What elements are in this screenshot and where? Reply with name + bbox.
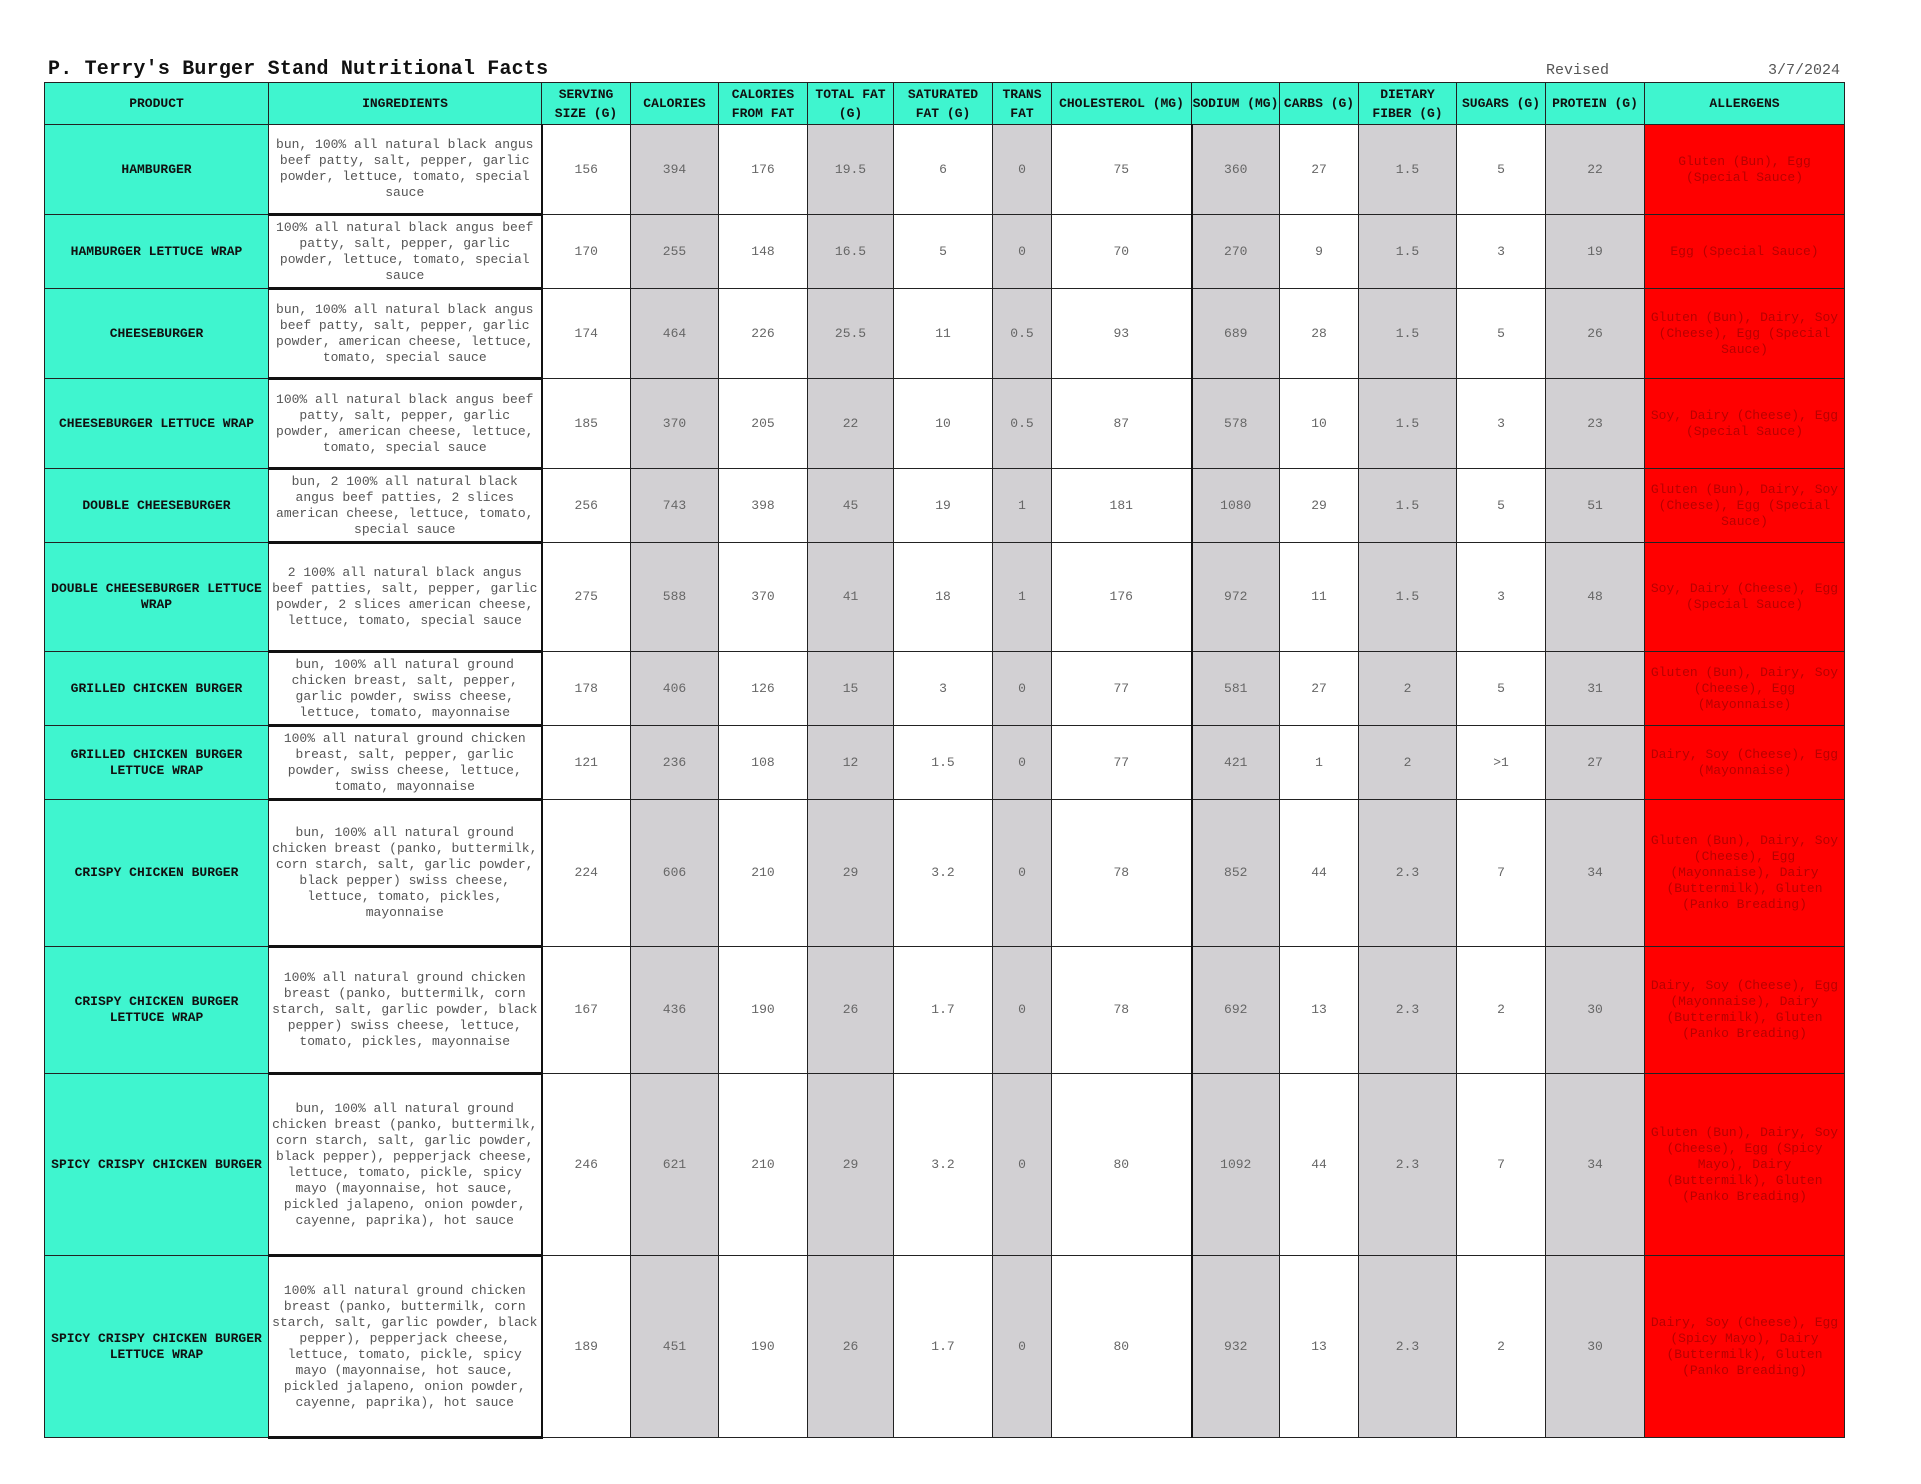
dietary-fiber-cell: 2.3	[1359, 800, 1457, 947]
dietary-fiber-cell: 1.5	[1359, 469, 1457, 543]
allergens-cell: Soy, Dairy (Cheese), Egg (Special Sauce)	[1645, 543, 1845, 652]
product-cell: GRILLED CHICKEN BURGER LETTUCE WRAP	[45, 726, 269, 800]
saturated-fat-cell: 19	[894, 469, 993, 543]
cholesterol-cell: 176	[1052, 543, 1192, 652]
carbs-cell: 44	[1280, 800, 1359, 947]
calories-cell: 451	[631, 1256, 719, 1438]
dietary-fiber-cell: 1.5	[1359, 379, 1457, 469]
cholesterol-cell: 78	[1052, 800, 1192, 947]
sugars-cell: 2	[1457, 1256, 1546, 1438]
carbs-cell: 27	[1280, 652, 1359, 726]
product-cell: DOUBLE CHEESEBURGER LETTUCE WRAP	[45, 543, 269, 652]
calories-cell: 436	[631, 947, 719, 1074]
trans-fat-cell: 0	[993, 215, 1052, 289]
carbs-cell: 11	[1280, 543, 1359, 652]
carbs-cell: 13	[1280, 947, 1359, 1074]
carbs-cell: 29	[1280, 469, 1359, 543]
ingredients-cell: bun, 100% all natural black angus beef patty, salt, pepper, garlic powder, american cheese, lettuce, tomato, special sauce	[269, 289, 542, 379]
protein-cell: 48	[1546, 543, 1645, 652]
saturated-fat-cell: 18	[894, 543, 993, 652]
dietary-fiber-cell: 2.3	[1359, 1074, 1457, 1256]
ingredients-cell: 2 100% all natural black angus beef patties, salt, pepper, garlic powder, 2 slices american cheese, lettuce, tomato, special sauce	[269, 543, 542, 652]
col-header-dietary-fiber: DIETARY FIBER (G)	[1359, 83, 1457, 125]
saturated-fat-cell: 10	[894, 379, 993, 469]
allergens-cell: Dairy, Soy (Cheese), Egg (Mayonnaise), Dairy (Buttermilk), Gluten (Panko Breading)	[1645, 947, 1845, 1074]
calories-cell: 255	[631, 215, 719, 289]
saturated-fat-cell: 3.2	[894, 800, 993, 947]
col-header-cholesterol: CHOLESTEROL (MG)	[1052, 83, 1192, 125]
ingredients-cell: bun, 2 100% all natural black angus beef patties, 2 slices american cheese, lettuce, tomato, special sauce	[269, 469, 542, 543]
total-fat-cell: 15	[808, 652, 894, 726]
serving-size-cell: 121	[542, 726, 631, 800]
serving-size-cell: 178	[542, 652, 631, 726]
total-fat-cell: 19.5	[808, 125, 894, 215]
sodium-cell: 270	[1192, 215, 1280, 289]
saturated-fat-cell: 1.7	[894, 1256, 993, 1438]
trans-fat-cell: 0	[993, 1074, 1052, 1256]
sodium-cell: 692	[1192, 947, 1280, 1074]
serving-size-cell: 167	[542, 947, 631, 1074]
product-cell: HAMBURGER	[45, 125, 269, 215]
product-cell: CRISPY CHICKEN BURGER	[45, 800, 269, 947]
saturated-fat-cell: 1.7	[894, 947, 993, 1074]
saturated-fat-cell: 6	[894, 125, 993, 215]
sugars-cell: 3	[1457, 543, 1546, 652]
dietary-fiber-cell: 1.5	[1359, 289, 1457, 379]
trans-fat-cell: 0	[993, 1256, 1052, 1438]
table-row	[45, 947, 1845, 1074]
table-row	[45, 289, 1845, 379]
calories-cell: 406	[631, 652, 719, 726]
col-header-ingredients: INGREDIENTS	[269, 83, 542, 125]
carbs-cell: 44	[1280, 1074, 1359, 1256]
protein-cell: 31	[1546, 652, 1645, 726]
sugars-cell: 7	[1457, 1074, 1546, 1256]
allergens-cell: Gluten (Bun), Dairy, Soy (Cheese), Egg (Mayonnaise)	[1645, 652, 1845, 726]
sugars-cell: 7	[1457, 800, 1546, 947]
sodium-cell: 1092	[1192, 1074, 1280, 1256]
protein-cell: 27	[1546, 726, 1645, 800]
dietary-fiber-cell: 2	[1359, 652, 1457, 726]
sodium-cell: 581	[1192, 652, 1280, 726]
product-cell: DOUBLE CHEESEBURGER	[45, 469, 269, 543]
calories-cell: 606	[631, 800, 719, 947]
protein-cell: 23	[1546, 379, 1645, 469]
ingredients-cell: 100% all natural black angus beef patty, salt, pepper, garlic powder, american cheese, lettuce, tomato, special sauce	[269, 379, 542, 469]
cholesterol-cell: 80	[1052, 1256, 1192, 1438]
allergens-cell: Soy, Dairy (Cheese), Egg (Special Sauce)	[1645, 379, 1845, 469]
product-cell: CHEESEBURGER	[45, 289, 269, 379]
dietary-fiber-cell: 2.3	[1359, 1256, 1457, 1438]
allergens-cell: Gluten (Bun), Dairy, Soy (Cheese), Egg (Special Sauce)	[1645, 469, 1845, 543]
carbs-cell: 13	[1280, 1256, 1359, 1438]
saturated-fat-cell: 11	[894, 289, 993, 379]
protein-cell: 22	[1546, 125, 1645, 215]
ingredients-cell: bun, 100% all natural black angus beef patty, salt, pepper, garlic powder, lettuce, tomato, special sauce	[269, 125, 542, 215]
allergens-cell: Gluten (Bun), Dairy, Soy (Cheese), Egg (Mayonnaise), Dairy (Buttermilk), Gluten (Panko Breading)	[1645, 800, 1845, 947]
trans-fat-cell: 1	[993, 543, 1052, 652]
calories-from-fat-cell: 210	[719, 800, 808, 947]
carbs-cell: 1	[1280, 726, 1359, 800]
col-header-carbs: CARBS (G)	[1280, 83, 1359, 125]
total-fat-cell: 12	[808, 726, 894, 800]
carbs-cell: 28	[1280, 289, 1359, 379]
cholesterol-cell: 70	[1052, 215, 1192, 289]
table-row	[45, 215, 1845, 289]
cholesterol-cell: 93	[1052, 289, 1192, 379]
calories-from-fat-cell: 370	[719, 543, 808, 652]
protein-cell: 30	[1546, 947, 1645, 1074]
serving-size-cell: 170	[542, 215, 631, 289]
sugars-cell: 5	[1457, 289, 1546, 379]
col-header-allergens: ALLERGENS	[1645, 83, 1845, 125]
calories-from-fat-cell: 176	[719, 125, 808, 215]
table-row	[45, 543, 1845, 652]
product-cell: HAMBURGER LETTUCE WRAP	[45, 215, 269, 289]
calories-cell: 464	[631, 289, 719, 379]
allergens-cell: Dairy, Soy (Cheese), Egg (Mayonnaise)	[1645, 726, 1845, 800]
calories-cell: 743	[631, 469, 719, 543]
table-row	[45, 652, 1845, 726]
col-header-total-fat: TOTAL FAT (G)	[808, 83, 894, 125]
sugars-cell: 5	[1457, 652, 1546, 726]
sodium-cell: 360	[1192, 125, 1280, 215]
allergens-cell: Egg (Special Sauce)	[1645, 215, 1845, 289]
ingredients-cell: 100% all natural black angus beef patty, salt, pepper, garlic powder, lettuce, tomato, special sauce	[269, 215, 542, 289]
serving-size-cell: 156	[542, 125, 631, 215]
ingredients-cell: bun, 100% all natural ground chicken breast, salt, pepper, garlic powder, swiss cheese, lettuce, tomato, mayonnaise	[269, 652, 542, 726]
trans-fat-cell: 0	[993, 125, 1052, 215]
sodium-cell: 578	[1192, 379, 1280, 469]
carbs-cell: 27	[1280, 125, 1359, 215]
protein-cell: 26	[1546, 289, 1645, 379]
product-cell: CRISPY CHICKEN BURGER LETTUCE WRAP	[45, 947, 269, 1074]
product-cell: GRILLED CHICKEN BURGER	[45, 652, 269, 726]
calories-cell: 621	[631, 1074, 719, 1256]
total-fat-cell: 22	[808, 379, 894, 469]
sugars-cell: 2	[1457, 947, 1546, 1074]
trans-fat-cell: 0	[993, 726, 1052, 800]
product-cell: CHEESEBURGER LETTUCE WRAP	[45, 379, 269, 469]
serving-size-cell: 246	[542, 1074, 631, 1256]
sugars-cell: 5	[1457, 125, 1546, 215]
sugars-cell: 5	[1457, 469, 1546, 543]
allergens-cell: Gluten (Bun), Egg (Special Sauce)	[1645, 125, 1845, 215]
protein-cell: 34	[1546, 1074, 1645, 1256]
col-header-serving-size: SERVING SIZE (G)	[542, 83, 631, 125]
carbs-cell: 9	[1280, 215, 1359, 289]
dietary-fiber-cell: 2	[1359, 726, 1457, 800]
total-fat-cell: 29	[808, 800, 894, 947]
serving-size-cell: 174	[542, 289, 631, 379]
total-fat-cell: 41	[808, 543, 894, 652]
total-fat-cell: 26	[808, 1256, 894, 1438]
sodium-cell: 852	[1192, 800, 1280, 947]
sodium-cell: 972	[1192, 543, 1280, 652]
table-row	[45, 726, 1845, 800]
table-row	[45, 125, 1845, 215]
trans-fat-cell: 0.5	[993, 379, 1052, 469]
col-header-sugars: SUGARS (G)	[1457, 83, 1546, 125]
cholesterol-cell: 77	[1052, 726, 1192, 800]
ingredients-cell: 100% all natural ground chicken breast (panko, buttermilk, corn starch, salt, garlic powder, black pepper) swiss cheese, lettuce, tomato, pickles, mayonnaise	[269, 947, 542, 1074]
col-header-calories-from-fat: CALORIES FROM FAT	[719, 83, 808, 125]
calories-from-fat-cell: 210	[719, 1074, 808, 1256]
col-header-sodium: SODIUM (MG)	[1192, 83, 1280, 125]
trans-fat-cell: 0	[993, 652, 1052, 726]
serving-size-cell: 185	[542, 379, 631, 469]
total-fat-cell: 25.5	[808, 289, 894, 379]
protein-cell: 34	[1546, 800, 1645, 947]
calories-from-fat-cell: 205	[719, 379, 808, 469]
col-header-saturated-fat: SATURATED FAT (G)	[894, 83, 993, 125]
sugars-cell: 3	[1457, 215, 1546, 289]
serving-size-cell: 256	[542, 469, 631, 543]
dietary-fiber-cell: 1.5	[1359, 215, 1457, 289]
revision-date: 3/7/2024	[1767, 62, 1840, 79]
dietary-fiber-cell: 1.5	[1359, 543, 1457, 652]
calories-from-fat-cell: 226	[719, 289, 808, 379]
calories-from-fat-cell: 398	[719, 469, 808, 543]
calories-cell: 370	[631, 379, 719, 469]
saturated-fat-cell: 3	[894, 652, 993, 726]
total-fat-cell: 45	[808, 469, 894, 543]
product-cell: SPICY CRISPY CHICKEN BURGER	[45, 1074, 269, 1256]
calories-from-fat-cell: 190	[719, 1256, 808, 1438]
dietary-fiber-cell: 2.3	[1359, 947, 1457, 1074]
cholesterol-cell: 77	[1052, 652, 1192, 726]
serving-size-cell: 275	[542, 543, 631, 652]
calories-from-fat-cell: 148	[719, 215, 808, 289]
nutrition-table	[44, 82, 1845, 1439]
total-fat-cell: 26	[808, 947, 894, 1074]
page-title: P. Terry's Burger Stand Nutritional Facts	[48, 58, 549, 81]
table-row	[45, 379, 1845, 469]
dietary-fiber-cell: 1.5	[1359, 125, 1457, 215]
saturated-fat-cell: 3.2	[894, 1074, 993, 1256]
col-header-product: PRODUCT	[45, 83, 269, 125]
sodium-cell: 689	[1192, 289, 1280, 379]
protein-cell: 51	[1546, 469, 1645, 543]
calories-cell: 588	[631, 543, 719, 652]
calories-cell: 394	[631, 125, 719, 215]
col-header-trans-fat: TRANS FAT	[993, 83, 1052, 125]
cholesterol-cell: 78	[1052, 947, 1192, 1074]
calories-from-fat-cell: 190	[719, 947, 808, 1074]
allergens-cell: Gluten (Bun), Dairy, Soy (Cheese), Egg (Spicy Mayo), Dairy (Buttermilk), Gluten (Panko Breading)	[1645, 1074, 1845, 1256]
sodium-cell: 1080	[1192, 469, 1280, 543]
col-header-protein: PROTEIN (G)	[1546, 83, 1645, 125]
total-fat-cell: 16.5	[808, 215, 894, 289]
trans-fat-cell: 0	[993, 800, 1052, 947]
saturated-fat-cell: 5	[894, 215, 993, 289]
calories-from-fat-cell: 126	[719, 652, 808, 726]
table-row	[45, 800, 1845, 947]
table-row	[45, 1074, 1845, 1256]
total-fat-cell: 29	[808, 1074, 894, 1256]
serving-size-cell: 224	[542, 800, 631, 947]
sodium-cell: 421	[1192, 726, 1280, 800]
protein-cell: 30	[1546, 1256, 1645, 1438]
sugars-cell: >1	[1457, 726, 1546, 800]
ingredients-cell: 100% all natural ground chicken breast, salt, pepper, garlic powder, swiss cheese, lettuce, tomato, mayonnaise	[269, 726, 542, 800]
carbs-cell: 10	[1280, 379, 1359, 469]
ingredients-cell: bun, 100% all natural ground chicken breast (panko, buttermilk, corn starch, salt, garlic powder, black pepper) swiss cheese, lettuce, tomato, pickles, mayonnaise	[269, 800, 542, 947]
table-row	[45, 1256, 1845, 1438]
allergens-cell: Gluten (Bun), Dairy, Soy (Cheese), Egg (Special Sauce)	[1645, 289, 1845, 379]
saturated-fat-cell: 1.5	[894, 726, 993, 800]
allergens-cell: Dairy, Soy (Cheese), Egg (Spicy Mayo), Dairy (Buttermilk), Gluten (Panko Breading)	[1645, 1256, 1845, 1438]
cholesterol-cell: 87	[1052, 379, 1192, 469]
header-row	[45, 83, 1845, 125]
product-cell: SPICY CRISPY CHICKEN BURGER LETTUCE WRAP	[45, 1256, 269, 1438]
ingredients-cell: bun, 100% all natural ground chicken breast (panko, buttermilk, corn starch, salt, garlic powder, black pepper), pepperjack cheese, lettuce, tomato, pickle, spicy mayo (mayonnaise, hot sauce, pickled jalapeno, onion powder, cayenne, paprika), hot sauce	[269, 1074, 542, 1256]
cholesterol-cell: 80	[1052, 1074, 1192, 1256]
trans-fat-cell: 0	[993, 947, 1052, 1074]
cholesterol-cell: 181	[1052, 469, 1192, 543]
revised-label: Revised	[1546, 62, 1610, 79]
sugars-cell: 3	[1457, 379, 1546, 469]
trans-fat-cell: 1	[993, 469, 1052, 543]
col-header-calories: CALORIES	[631, 83, 719, 125]
table-body	[45, 125, 1845, 1438]
serving-size-cell: 189	[542, 1256, 631, 1438]
table-row	[45, 469, 1845, 543]
cholesterol-cell: 75	[1052, 125, 1192, 215]
protein-cell: 19	[1546, 215, 1645, 289]
trans-fat-cell: 0.5	[993, 289, 1052, 379]
calories-from-fat-cell: 108	[719, 726, 808, 800]
ingredients-cell: 100% all natural ground chicken breast (panko, buttermilk, corn starch, salt, garlic powder, black pepper), pepperjack cheese, lettuce, tomato, pickle, spicy mayo (mayonnaise, hot sauce, pickled jalapeno, onion powder, cayenne, paprika), hot sauce	[269, 1256, 542, 1438]
calories-cell: 236	[631, 726, 719, 800]
sodium-cell: 932	[1192, 1256, 1280, 1438]
